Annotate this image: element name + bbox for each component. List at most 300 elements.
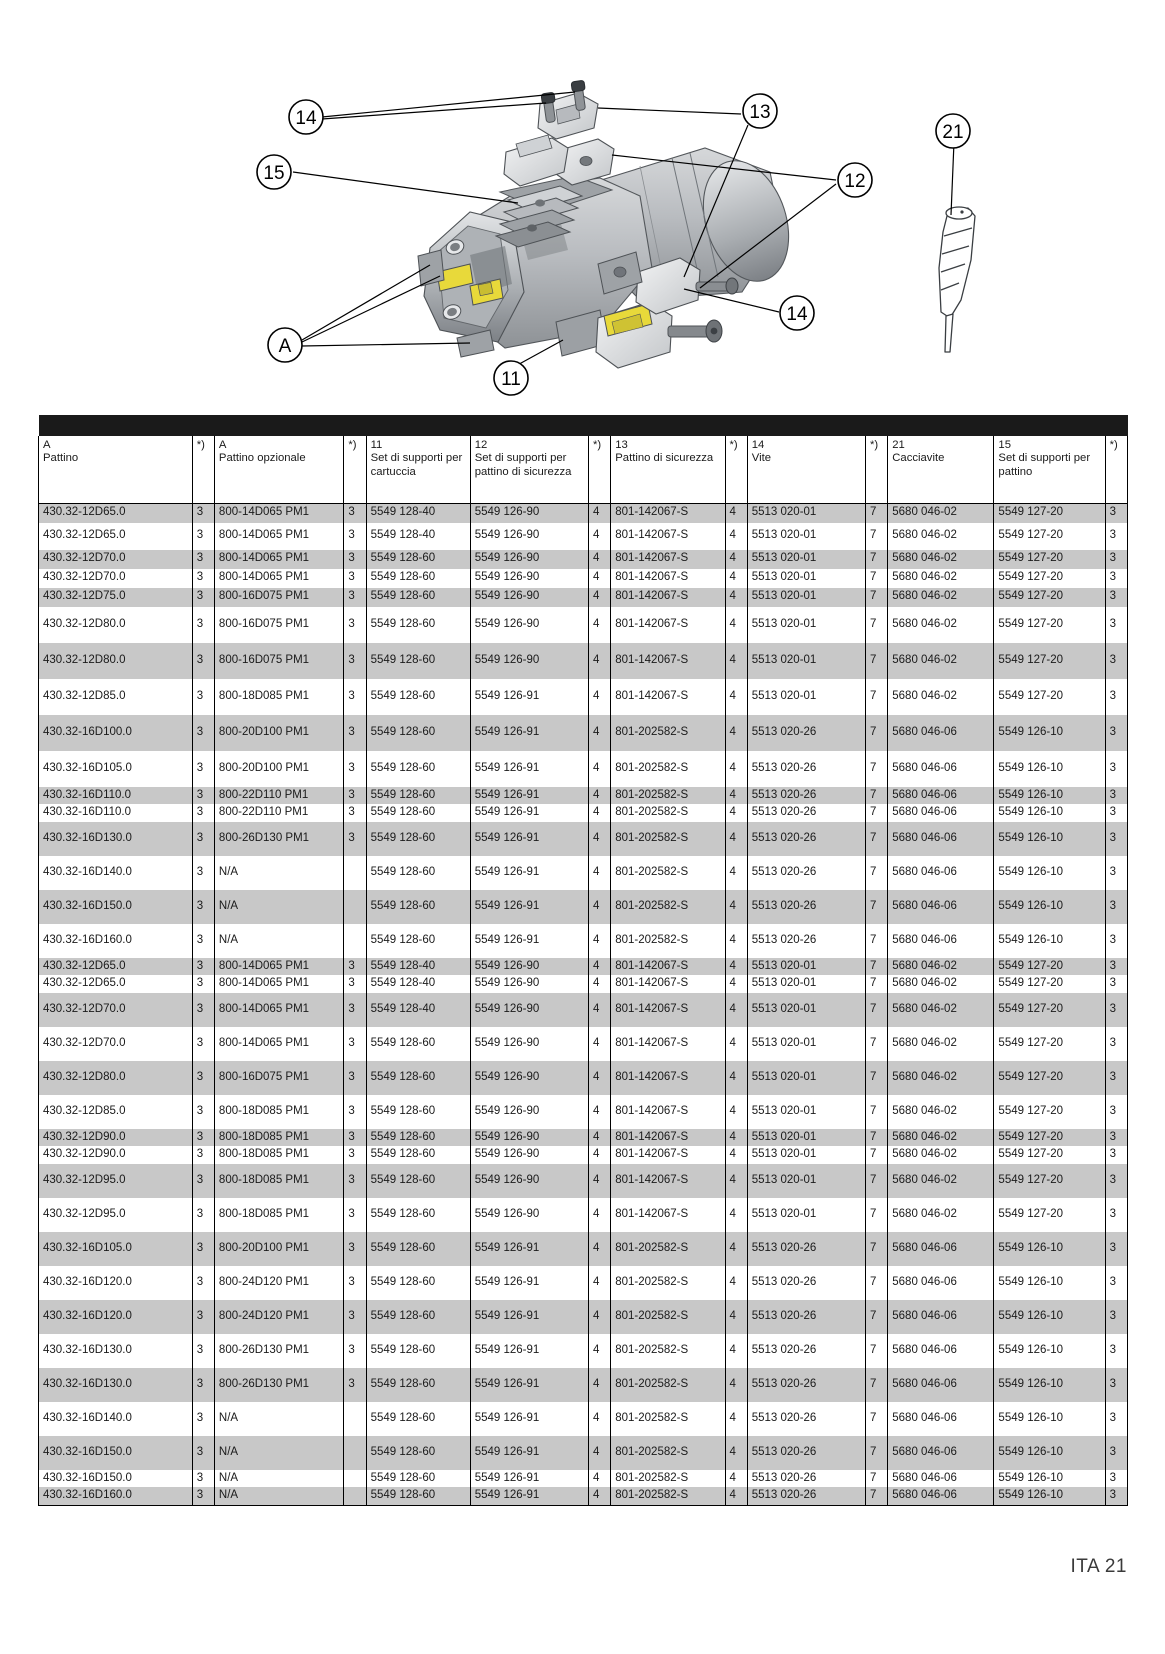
column-header-a xyxy=(39,436,193,504)
table-row xyxy=(39,550,1128,569)
table-cell: 430.32-16D120.0 xyxy=(39,1266,193,1300)
table-cell: 5549 128-60 xyxy=(366,1402,470,1436)
table-cell: 5549 126-90 xyxy=(470,588,588,607)
table-cell: 801-202582-S xyxy=(611,804,725,822)
table-cell: 7 xyxy=(866,1061,888,1095)
table-cell: 5549 128-40 xyxy=(366,993,470,1027)
table-cell xyxy=(344,1487,366,1505)
table-cell: 5549 126-10 xyxy=(994,924,1105,958)
table-cell: N/A xyxy=(214,1470,343,1488)
exploded-view-illustration xyxy=(0,0,1165,408)
table-cell: 5549 126-91 xyxy=(470,924,588,958)
table-cell: 4 xyxy=(589,890,611,924)
table-cell: 800-14D065 PM1 xyxy=(214,958,343,976)
table-cell: 801-202582-S xyxy=(611,787,725,805)
table-cell: 3 xyxy=(1105,643,1127,679)
table-cell: 5513 020-26 xyxy=(747,787,865,805)
table-cell: 5549 126-10 xyxy=(994,856,1105,890)
table-cell: 3 xyxy=(344,569,366,588)
table-cell: 3 xyxy=(1105,1095,1127,1129)
table-cell: 800-14D065 PM1 xyxy=(214,993,343,1027)
table-cell: 5549 126-90 xyxy=(470,1198,588,1232)
table-cell: 4 xyxy=(725,1368,747,1402)
table-cell: 5549 126-90 xyxy=(470,607,588,643)
table-cell: 4 xyxy=(589,1368,611,1402)
table-cell: 5549 126-91 xyxy=(470,804,588,822)
table-cell: 5513 020-01 xyxy=(747,523,865,550)
table-cell: 430.32-16D130.0 xyxy=(39,1368,193,1402)
table-cell: 5549 126-10 xyxy=(994,751,1105,787)
table-cell: 4 xyxy=(725,822,747,856)
table-cell: 4 xyxy=(725,1027,747,1061)
table-cell: 4 xyxy=(589,1436,611,1470)
table-cell: 3 xyxy=(1105,1198,1127,1232)
table-cell: 7 xyxy=(866,1300,888,1334)
table-cell: 7 xyxy=(866,993,888,1027)
table-cell: 4 xyxy=(725,1164,747,1198)
table-cell: 4 xyxy=(589,569,611,588)
table-cell: 3 xyxy=(1105,679,1127,715)
table-cell: 801-202582-S xyxy=(611,1368,725,1402)
table-cell: 5549 128-60 xyxy=(366,1232,470,1266)
table-cell: 5549 128-60 xyxy=(366,822,470,856)
table-cell: 5549 126-10 xyxy=(994,804,1105,822)
table-cell: 5549 126-10 xyxy=(994,1470,1105,1488)
table-cell: 3 xyxy=(192,1061,214,1095)
table-cell: 5549 126-90 xyxy=(470,504,588,523)
callout-12 xyxy=(838,163,872,197)
table-cell: 5513 020-01 xyxy=(747,1095,865,1129)
table-cell: 5549 126-90 xyxy=(470,958,588,976)
table-cell: 5513 020-01 xyxy=(747,1129,865,1147)
table-cell: 430.32-12D65.0 xyxy=(39,975,193,993)
table-cell: 430.32-12D90.0 xyxy=(39,1129,193,1147)
table-cell: 3 xyxy=(1105,1061,1127,1095)
table-cell: 5680 046-02 xyxy=(888,1146,994,1164)
table-cell: 5680 046-06 xyxy=(888,1300,994,1334)
table-cell: 3 xyxy=(192,1146,214,1164)
table-cell: 5549 127-20 xyxy=(994,550,1105,569)
table-cell: 5680 046-06 xyxy=(888,1232,994,1266)
table-cell: 3 xyxy=(192,1129,214,1147)
table-cell: 3 xyxy=(344,1368,366,1402)
table-row xyxy=(39,856,1128,890)
table-cell: 430.32-12D80.0 xyxy=(39,607,193,643)
table-cell: 3 xyxy=(192,550,214,569)
table-cell: 3 xyxy=(1105,1232,1127,1266)
table-cell xyxy=(344,890,366,924)
table-cell: 5549 127-20 xyxy=(994,588,1105,607)
table-cell: 4 xyxy=(725,569,747,588)
table-cell: 5549 128-60 xyxy=(366,1470,470,1488)
table-cell: 430.32-16D120.0 xyxy=(39,1300,193,1334)
table-cell: 4 xyxy=(725,787,747,805)
table-cell: 7 xyxy=(866,1368,888,1402)
table-row xyxy=(39,958,1128,976)
table-cell: 3 xyxy=(1105,569,1127,588)
table-cell: 800-24D120 PM1 xyxy=(214,1266,343,1300)
column-header-a xyxy=(214,436,343,504)
column-header-number: *) xyxy=(729,439,738,451)
svg-text:12: 12 xyxy=(844,171,866,192)
table-cell: 5513 020-01 xyxy=(747,607,865,643)
table-cell: 3 xyxy=(344,787,366,805)
table-cell: 7 xyxy=(866,1232,888,1266)
table-cell: 430.32-16D140.0 xyxy=(39,856,193,890)
callout-14-right xyxy=(780,296,814,330)
table-cell: 3 xyxy=(192,1470,214,1488)
table-cell: 801-142067-S xyxy=(611,1129,725,1147)
column-header-star-8 xyxy=(725,436,747,504)
table-cell: 5680 046-06 xyxy=(888,924,994,958)
table-cell: 5513 020-26 xyxy=(747,1368,865,1402)
table-cell: 4 xyxy=(589,993,611,1027)
column-header-number: *) xyxy=(593,439,602,451)
table-cell: 4 xyxy=(725,993,747,1027)
table-cell: 5549 126-10 xyxy=(994,822,1105,856)
table-row xyxy=(39,1487,1128,1505)
table-cell: 3 xyxy=(344,1232,366,1266)
table-cell: 3 xyxy=(1105,787,1127,805)
table-cell: 801-142067-S xyxy=(611,523,725,550)
table-cell: 430.32-12D65.0 xyxy=(39,504,193,523)
table-cell: 800-18D085 PM1 xyxy=(214,679,343,715)
callout-13 xyxy=(743,94,777,128)
table-cell: 800-22D110 PM1 xyxy=(214,804,343,822)
callout-A xyxy=(268,328,302,362)
table-cell: 3 xyxy=(192,588,214,607)
table-cell: 3 xyxy=(344,643,366,679)
table-cell: 430.32-12D65.0 xyxy=(39,523,193,550)
table-cell: 5549 126-90 xyxy=(470,1164,588,1198)
table-cell: 3 xyxy=(1105,924,1127,958)
table-cell: 430.32-12D85.0 xyxy=(39,1095,193,1129)
table-cell: 5549 128-60 xyxy=(366,1334,470,1368)
table-cell: 3 xyxy=(344,588,366,607)
table-cell: 5549 128-40 xyxy=(366,523,470,550)
table-cell: 3 xyxy=(344,715,366,751)
table-cell: 4 xyxy=(725,975,747,993)
table-cell: 5680 046-02 xyxy=(888,569,994,588)
table-cell: 4 xyxy=(725,679,747,715)
screwdriver-tool xyxy=(939,207,975,352)
table-cell: 5513 020-01 xyxy=(747,1164,865,1198)
table-cell: 4 xyxy=(725,1402,747,1436)
table-cell: 3 xyxy=(192,822,214,856)
table-cell: 3 xyxy=(1105,550,1127,569)
table-cell: 5549 127-20 xyxy=(994,607,1105,643)
svg-text:15: 15 xyxy=(263,163,285,184)
table-cell: 5549 128-60 xyxy=(366,924,470,958)
table-cell: N/A xyxy=(214,890,343,924)
table-cell: 5513 020-01 xyxy=(747,1146,865,1164)
table-cell: 4 xyxy=(589,1129,611,1147)
table-cell: 5549 126-10 xyxy=(994,1368,1105,1402)
table-cell: 7 xyxy=(866,607,888,643)
table-cell: 5680 046-06 xyxy=(888,856,994,890)
table-cell: 801-142067-S xyxy=(611,569,725,588)
table-row xyxy=(39,1266,1128,1300)
table-cell: 3 xyxy=(1105,804,1127,822)
table-row xyxy=(39,1470,1128,1488)
table-cell: 3 xyxy=(344,1061,366,1095)
column-header-number: *) xyxy=(1109,439,1118,451)
column-header-star-10 xyxy=(866,436,888,504)
table-cell: 5549 126-91 xyxy=(470,1232,588,1266)
table-row xyxy=(39,804,1128,822)
table-cell: 430.32-12D80.0 xyxy=(39,1061,193,1095)
table-cell: 5549 126-91 xyxy=(470,787,588,805)
table-cell: 4 xyxy=(589,550,611,569)
table-row xyxy=(39,1300,1128,1334)
table-cell: 7 xyxy=(866,588,888,607)
table-cell: 5549 126-90 xyxy=(470,993,588,1027)
table-cell: 800-20D100 PM1 xyxy=(214,751,343,787)
table-cell: 430.32-12D70.0 xyxy=(39,993,193,1027)
callout-11 xyxy=(494,361,528,395)
table-cell: 5513 020-01 xyxy=(747,569,865,588)
table-cell: 5549 128-60 xyxy=(366,1198,470,1232)
table-cell: 5549 126-91 xyxy=(470,1402,588,1436)
milling-cutter-body xyxy=(418,80,803,368)
table-cell: 3 xyxy=(1105,504,1127,523)
table-cell: 7 xyxy=(866,523,888,550)
table-cell: 5680 046-02 xyxy=(888,1198,994,1232)
table-cell: 801-142067-S xyxy=(611,607,725,643)
table-cell: 430.32-16D105.0 xyxy=(39,751,193,787)
table-cell: 7 xyxy=(866,715,888,751)
table-row xyxy=(39,1027,1128,1061)
table-cell: 3 xyxy=(1105,523,1127,550)
table-cell: 5549 126-91 xyxy=(470,890,588,924)
table-cell: 5680 046-02 xyxy=(888,643,994,679)
table-cell xyxy=(344,924,366,958)
table-cell: 7 xyxy=(866,1027,888,1061)
table-cell: 4 xyxy=(589,1198,611,1232)
table-cell: 3 xyxy=(1105,1027,1127,1061)
table-cell: 5680 046-02 xyxy=(888,1061,994,1095)
table-cell: 3 xyxy=(344,679,366,715)
table-cell: 3 xyxy=(344,1129,366,1147)
table-cell: 801-142067-S xyxy=(611,1164,725,1198)
table-cell: 430.32-16D130.0 xyxy=(39,1334,193,1368)
table-cell: 3 xyxy=(344,1266,366,1300)
table-cell: 7 xyxy=(866,679,888,715)
table-cell: 4 xyxy=(589,1402,611,1436)
table-cell: 5680 046-06 xyxy=(888,1368,994,1402)
table-cell: 800-26D130 PM1 xyxy=(214,1334,343,1368)
table-row xyxy=(39,924,1128,958)
table-cell xyxy=(344,1402,366,1436)
table-cell: 3 xyxy=(1105,751,1127,787)
table-cell: 5680 046-06 xyxy=(888,751,994,787)
table-cell: 5549 127-20 xyxy=(994,1027,1105,1061)
table-cell: 7 xyxy=(866,751,888,787)
table-cell: 801-142067-S xyxy=(611,550,725,569)
table-row xyxy=(39,504,1128,523)
table-cell: 5549 127-20 xyxy=(994,993,1105,1027)
table-cell: 5549 127-20 xyxy=(994,643,1105,679)
table-cell: 5549 126-90 xyxy=(470,975,588,993)
table-cell: 3 xyxy=(1105,1334,1127,1368)
column-header-star-6 xyxy=(589,436,611,504)
table-cell: 4 xyxy=(725,504,747,523)
table-row xyxy=(39,1129,1128,1147)
table-cell: 5513 020-26 xyxy=(747,1300,865,1334)
table-cell: 5549 127-20 xyxy=(994,1095,1105,1129)
table-cell: 430.32-12D75.0 xyxy=(39,588,193,607)
table-cell: 5549 126-90 xyxy=(470,550,588,569)
table-cell: 4 xyxy=(589,1232,611,1266)
table-cell: 4 xyxy=(589,975,611,993)
table-cell: 3 xyxy=(1105,1368,1127,1402)
table-cell: 430.32-12D95.0 xyxy=(39,1164,193,1198)
table-cell: 5549 128-60 xyxy=(366,1300,470,1334)
table-cell: 3 xyxy=(1105,958,1127,976)
table-cell: 3 xyxy=(344,550,366,569)
table-cell: 4 xyxy=(725,1129,747,1147)
column-header-desc: Pattino di sicurezza xyxy=(615,452,714,465)
table-cell: 5549 128-60 xyxy=(366,1027,470,1061)
table-cell: 3 xyxy=(192,975,214,993)
table-cell: 3 xyxy=(1105,856,1127,890)
table-row xyxy=(39,822,1128,856)
column-header-desc: Vite xyxy=(751,452,771,465)
table-cell: 3 xyxy=(192,1487,214,1505)
table-cell: 5549 128-60 xyxy=(366,787,470,805)
table-cell: 5680 046-06 xyxy=(888,1266,994,1300)
table-row xyxy=(39,1436,1128,1470)
table-cell: 3 xyxy=(192,1300,214,1334)
svg-text:21: 21 xyxy=(942,122,964,143)
table-cell: 5549 128-60 xyxy=(366,588,470,607)
table-cell: 430.32-16D130.0 xyxy=(39,822,193,856)
table-cell: 3 xyxy=(1105,607,1127,643)
table-cell: 5549 128-60 xyxy=(366,1266,470,1300)
table-cell: 3 xyxy=(192,1164,214,1198)
table-cell: 3 xyxy=(192,1334,214,1368)
table-cell: 3 xyxy=(192,1095,214,1129)
column-header-number: *) xyxy=(870,439,879,451)
table-cell: 5513 020-26 xyxy=(747,924,865,958)
table-cell: 5549 128-60 xyxy=(366,715,470,751)
column-header-desc: Cacciavite xyxy=(892,452,945,465)
table-cell: 5680 046-06 xyxy=(888,1402,994,1436)
table-cell: 5680 046-02 xyxy=(888,523,994,550)
table-cell: 5549 128-60 xyxy=(366,890,470,924)
table-cell: 4 xyxy=(589,924,611,958)
table-cell: 3 xyxy=(344,958,366,976)
svg-text:A: A xyxy=(278,336,292,357)
table-cell: 3 xyxy=(1105,993,1127,1027)
table-cell: 3 xyxy=(192,569,214,588)
table-cell: 5680 046-02 xyxy=(888,1129,994,1147)
table-cell: 5680 046-06 xyxy=(888,1334,994,1368)
table-cell: 801-202582-S xyxy=(611,1266,725,1300)
table-cell: 5549 126-91 xyxy=(470,679,588,715)
table-cell: 5549 126-91 xyxy=(470,1368,588,1402)
table-cell: 5513 020-26 xyxy=(747,856,865,890)
table-cell: 4 xyxy=(589,787,611,805)
table-cell: 3 xyxy=(192,890,214,924)
table-cell: 5680 046-06 xyxy=(888,822,994,856)
table-cell: 5680 046-06 xyxy=(888,787,994,805)
table-cell: 5680 046-02 xyxy=(888,588,994,607)
column-header-number: 15 xyxy=(998,439,1011,451)
column-header-desc: Set di supporti per pattino di sicurezza xyxy=(474,452,572,478)
table-cell: 5549 126-10 xyxy=(994,1232,1105,1266)
table-cell: 5680 046-06 xyxy=(888,1487,994,1505)
table-cell: 5549 126-90 xyxy=(470,1027,588,1061)
table-cell: 801-142067-S xyxy=(611,588,725,607)
table-cell: 5680 046-02 xyxy=(888,1027,994,1061)
table-cell: 3 xyxy=(344,822,366,856)
table-cell: 801-202582-S xyxy=(611,1402,725,1436)
table-cell: 801-142067-S xyxy=(611,679,725,715)
table-cell: 5549 128-40 xyxy=(366,975,470,993)
column-header-number: 13 xyxy=(615,439,628,451)
table-cell: 5549 127-20 xyxy=(994,1129,1105,1147)
table-cell: 4 xyxy=(589,588,611,607)
table-cell: 801-142067-S xyxy=(611,975,725,993)
table-cell: 801-142067-S xyxy=(611,1198,725,1232)
column-header-11 xyxy=(366,436,470,504)
table-cell: 5549 126-10 xyxy=(994,1402,1105,1436)
table-cell: 3 xyxy=(192,1232,214,1266)
column-header-number: A xyxy=(218,439,227,451)
table-cell: 5549 128-40 xyxy=(366,958,470,976)
table-cell: 800-14D065 PM1 xyxy=(214,504,343,523)
column-header-number: *) xyxy=(196,439,205,451)
table-cell: 801-142067-S xyxy=(611,1146,725,1164)
table-cell: 4 xyxy=(589,643,611,679)
table-cell: 3 xyxy=(1105,822,1127,856)
table-body xyxy=(39,504,1128,1506)
table-cell: 5680 046-02 xyxy=(888,975,994,993)
table-cell: 4 xyxy=(589,856,611,890)
table-cell: 801-142067-S xyxy=(611,643,725,679)
table-cell: 4 xyxy=(589,715,611,751)
table-cell: 5549 126-10 xyxy=(994,1436,1105,1470)
table-cell: 3 xyxy=(192,1402,214,1436)
table-cell: 430.32-16D100.0 xyxy=(39,715,193,751)
column-header-star-3 xyxy=(344,436,366,504)
column-header-star-13 xyxy=(1105,436,1127,504)
table-cell: 801-142067-S xyxy=(611,958,725,976)
table-cell: N/A xyxy=(214,1402,343,1436)
column-header-21 xyxy=(888,436,994,504)
table-cell: 7 xyxy=(866,1146,888,1164)
table-cell: 5513 020-26 xyxy=(747,1232,865,1266)
table-cell: 5549 126-10 xyxy=(994,1266,1105,1300)
table-cell: 5549 128-60 xyxy=(366,751,470,787)
table-cell: 801-202582-S xyxy=(611,1232,725,1266)
table-cell: 7 xyxy=(866,856,888,890)
table-cell: 3 xyxy=(192,523,214,550)
table-cell: 801-142067-S xyxy=(611,1027,725,1061)
table-row xyxy=(39,1164,1128,1198)
table-cell: 800-18D085 PM1 xyxy=(214,1146,343,1164)
table-cell: 5549 126-91 xyxy=(470,751,588,787)
table-cell: 5549 126-91 xyxy=(470,1334,588,1368)
table-cell: 4 xyxy=(725,804,747,822)
table-cell: 3 xyxy=(344,1146,366,1164)
table-cell: 800-14D065 PM1 xyxy=(214,550,343,569)
table-cell: 800-18D085 PM1 xyxy=(214,1198,343,1232)
table-cell: 5513 020-26 xyxy=(747,890,865,924)
table-cell: 4 xyxy=(725,1470,747,1488)
table-cell: 800-24D120 PM1 xyxy=(214,1300,343,1334)
